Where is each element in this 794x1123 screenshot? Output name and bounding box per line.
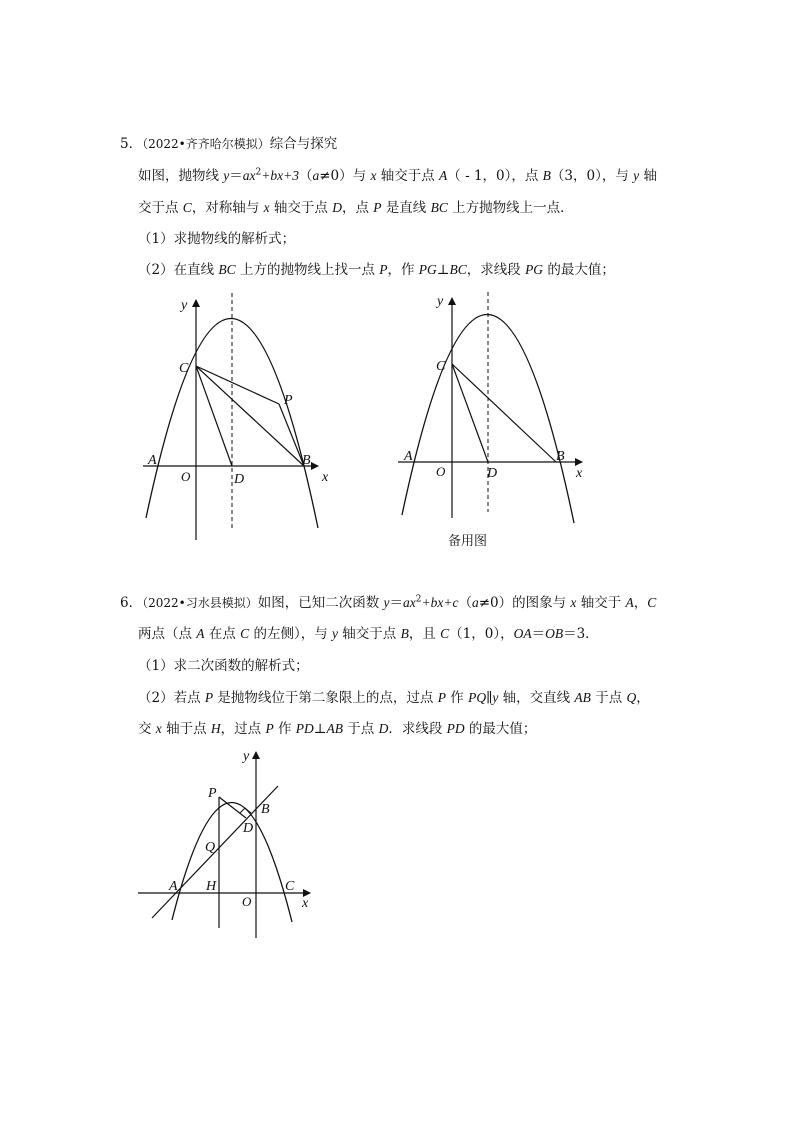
label-C: C: [179, 361, 189, 376]
label-B: B: [261, 802, 270, 817]
label-H: H: [206, 879, 217, 894]
label-P: P: [284, 393, 293, 408]
label-C: C: [285, 879, 295, 894]
label-A: A: [404, 449, 413, 464]
label-B: B: [302, 453, 311, 468]
problem5-question1: （1）求抛物线的解析式；: [138, 231, 296, 247]
label-O: O: [436, 464, 446, 479]
label-D: D: [234, 472, 245, 487]
segment-CP: [196, 366, 279, 404]
segment-PD: [219, 797, 246, 818]
problem6-stem-line2: 两点（点 A 在点 C 的左侧），与 y 轴交于点 B，且 C（1，0），OA＝OB＝3．: [138, 626, 599, 642]
label-D: D: [243, 821, 254, 836]
label-x: x: [322, 470, 329, 485]
right-angle-mark: [240, 808, 251, 813]
segment-CB: [196, 366, 304, 466]
label-A: A: [148, 453, 157, 468]
label-y: y: [437, 294, 444, 309]
problem6-header: 6．（2022•习水县模拟）如图，已知二次函数 $y=ax^2+bx+c(a\ne 0)$的图象与 x 轴交于 A，C: [120, 594, 657, 611]
label-A: A: [169, 879, 178, 894]
segment-CD: [452, 364, 488, 462]
segment-CB: [452, 364, 556, 462]
problem6-question2: （2）若点 P 是抛物线位于第二象限上的点，过点 P 作 PQ∥y 轴，交直线 AB 于点 Q，: [138, 690, 650, 706]
label-x: x: [302, 896, 309, 911]
problem6-question2-line2: 交 x 轴于点 H，过点 P 作 PD⊥AB 于点 D．求线段 PD 的最大值；: [138, 721, 537, 737]
label-O: O: [242, 894, 252, 909]
label-D: D: [487, 466, 498, 481]
problem5-figure-backup: [390, 285, 595, 525]
problem6-source: （2022•习水县模拟）: [142, 596, 258, 610]
problem5-header: [120, 135, 337, 153]
problem6-question1: （1）求二次函数的解析式；: [138, 658, 309, 674]
segment-PB: [279, 404, 304, 466]
label-C: C: [436, 359, 446, 374]
problem5-title: 综合与探究: [269, 136, 338, 152]
problem5-stem-line1: 如图，抛物线 $y=ax^2+bx+3(a\ne 0)$与 x 轴交于点 A（ - 1，0），点 B（3，0），与 y 轴: [138, 167, 657, 184]
label-y: y: [243, 749, 250, 764]
backup-figure-caption: 备用图: [448, 534, 488, 549]
label-B: B: [556, 449, 565, 464]
label-y: y: [181, 298, 188, 313]
label-O: O: [181, 469, 191, 484]
label-x: x: [576, 466, 583, 481]
label-P: P: [208, 786, 217, 801]
problem5-source: （2022•齐齐哈尔模拟）: [142, 137, 270, 151]
label-Q: Q: [205, 840, 216, 855]
problem6-number: 6．: [120, 595, 143, 611]
segment-CD: [196, 366, 232, 466]
problem6-figure: [132, 740, 327, 945]
parabola: [172, 802, 292, 922]
problem5-stem-line2: 交于点 C，对称轴与 x 轴交于点 D，点 P 是直线 BC 上方抛物线上一点．: [138, 200, 574, 216]
problem5-number: 5．: [120, 136, 143, 152]
problem5-figure-main: [130, 285, 350, 550]
problem5-question2: （2）在直线 BC 上方的抛物线上找一点 P，作 PG⊥BC，求线段 PG 的最大值；: [138, 262, 615, 278]
